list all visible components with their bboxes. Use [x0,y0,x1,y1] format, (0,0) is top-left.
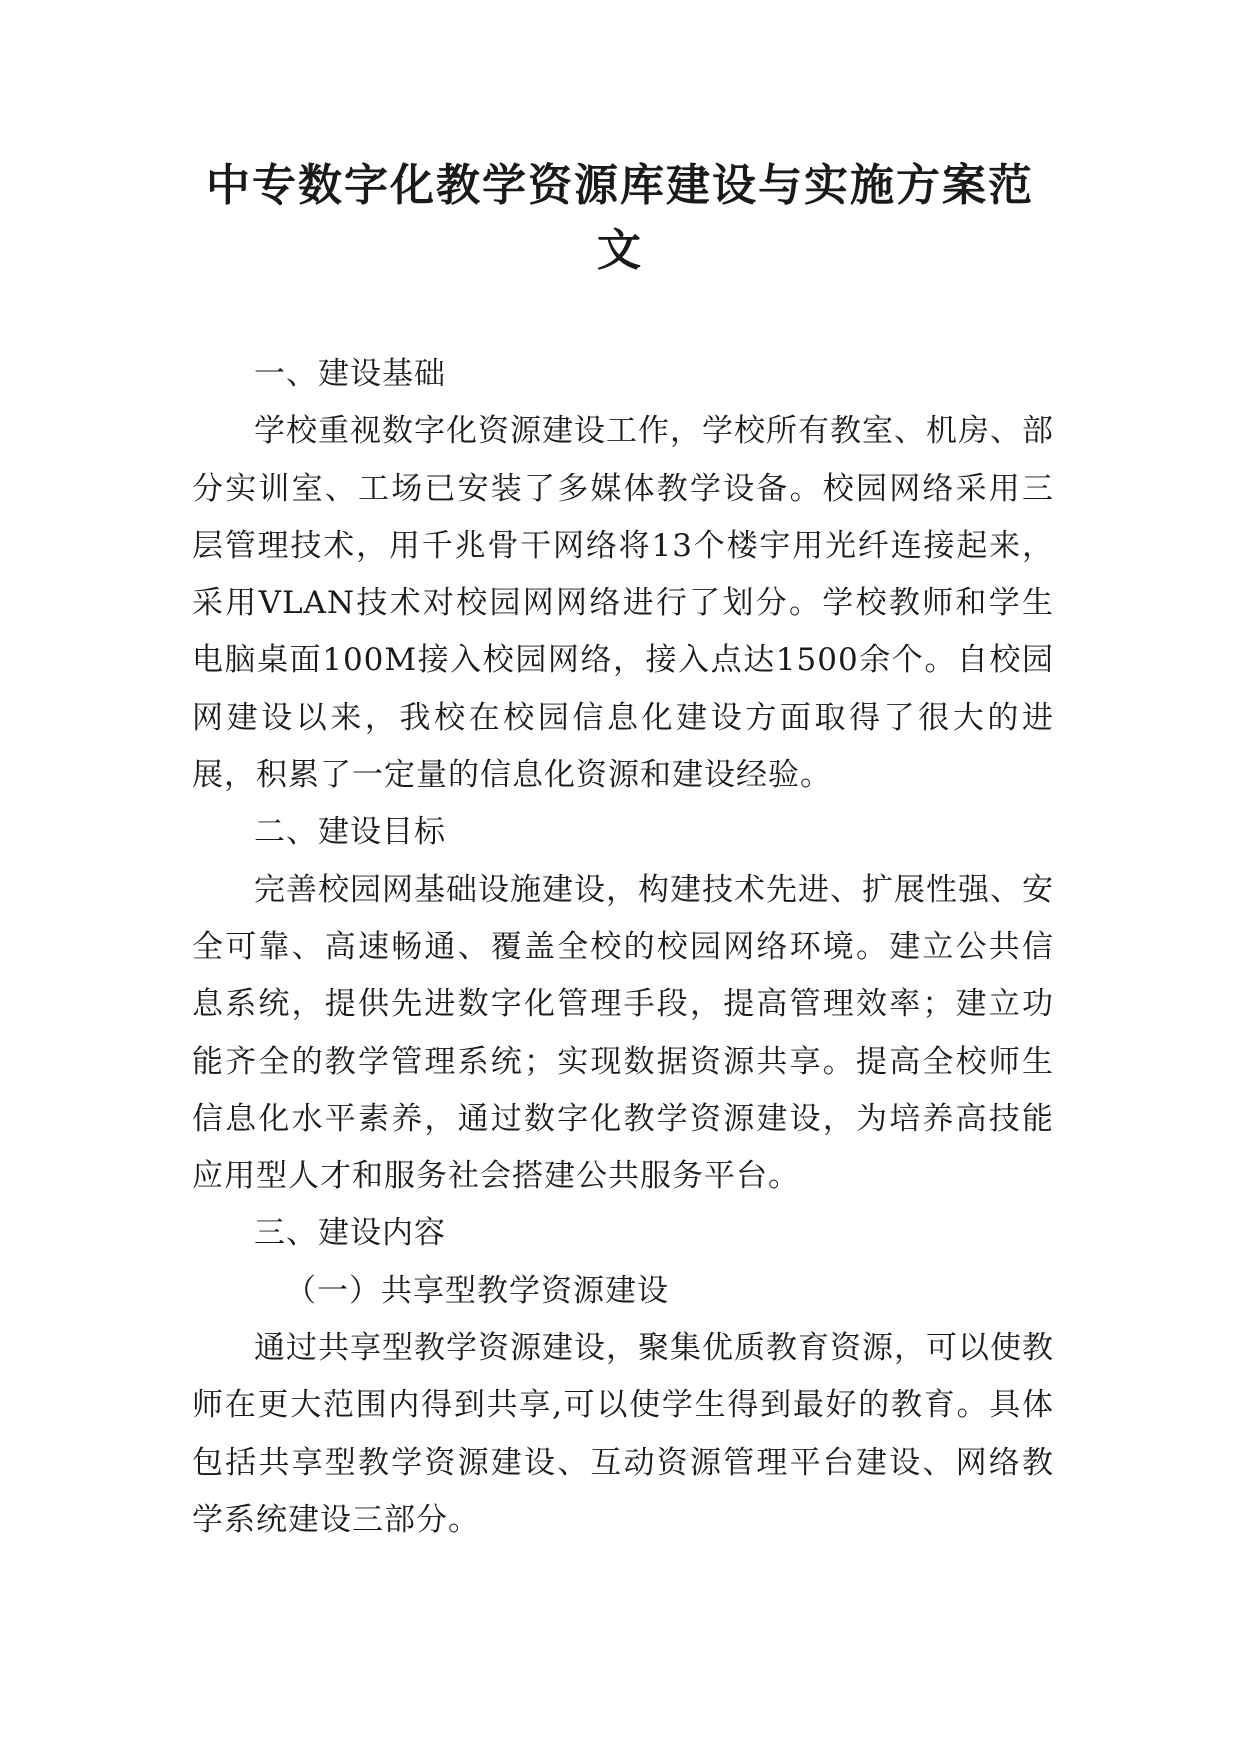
document-title: 中专数字化教学资源库建设与实施方案范 [206,160,1034,211]
paragraph-shared-resources: 通过共享型教学资源建设，聚集优质教育资源，可以使教师在更大范围内得到共享,可以使学生得到最好的教育。具体包括共享型教学资源建设、互动资源管理平台建设、网络教学系统建设三部分。 [192,1330,1054,1538]
paragraph-foundation: 学校重视数字化资源建设工作，学校所有教室、机房、部分实训室、工场已安装了多媒体教学设备。校园网络采用三层管理技术，用千兆骨干网络将13个楼宇用光纤连接起来，采用VLAN技术对校园网网络进行了划分。学校教师和学生电脑桌面100M接入校园网络，接入点达1500余个。自校园网建设以来，我校在校园信息化建设方面取得了很大的进展，积累了一定量的信息化资源和建设经验。 [192,413,1054,794]
document-body [192,346,1054,1549]
subsection-heading-shared-resources: （一）共享型教学资源建设 [285,1272,669,1309]
document-title-continued: 文 [597,225,643,276]
section-heading-content: 三、建设内容 [254,1215,446,1252]
paragraph-goals: 完善校园网基础设施建设，构建技术先进、扩展性强、安全可靠、高速畅通、覆盖全校的校园网络环境。建立公共信息系统，提供先进数字化管理手段，提高管理效率；建立功能齐全的教学管理系统；实现数据资源共享。提高全校师生信息化水平素养，通过数字化教学资源建设，为培养高技能应用型人才和服务社会搭建公共服务平台。 [192,871,1054,1195]
section-heading-foundation: 一、建设基础 [254,356,446,392]
section-heading-goals: 二、建设目标 [254,814,446,851]
